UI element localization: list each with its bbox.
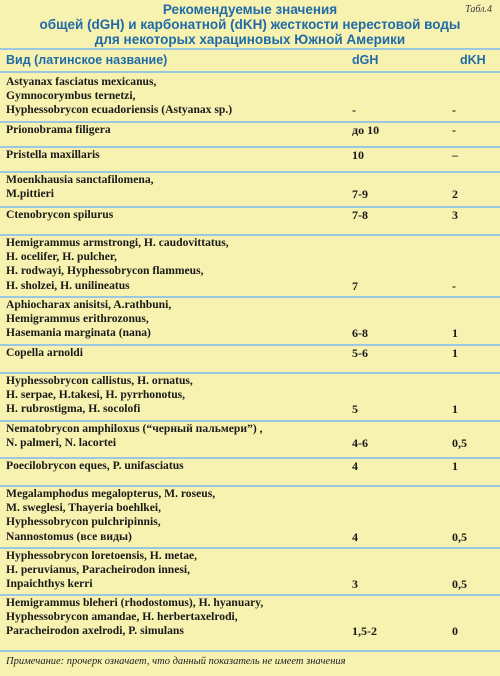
species-cell (6, 487, 336, 544)
dgh-cell: 10 (352, 148, 364, 162)
dgh-cell: 7-8 (352, 208, 368, 222)
species-line: Nematobrycon amphiloxus (“черный пальмери”) , (6, 422, 263, 435)
species-line: Paracheirodon axelrodi, P. simulans (6, 624, 184, 638)
species-cell (6, 422, 336, 450)
species-cell (6, 173, 336, 201)
dkh-cell: 1 (452, 326, 458, 341)
species-line: H. ocelifer, H. pulcher, (6, 250, 117, 264)
table-number-label: Табл.4 (465, 4, 492, 15)
species-line: Prionobrama filigera (6, 123, 111, 136)
species-line: Hasemania marginata (nana) (6, 326, 151, 340)
dkh-cell: 1 (452, 459, 458, 473)
table-footnote: Примечание: прочерк означает, что данный показатель не имеет значения (6, 656, 346, 667)
row-divider (0, 71, 500, 73)
species-cell (6, 596, 336, 639)
dkh-cell: – (452, 148, 458, 162)
species-line: Hyphessobrycon loretoensis, H. metae, (6, 549, 198, 562)
title-line: Рекомендуемые значения (162, 2, 338, 17)
species-cell (6, 459, 336, 473)
species-line: Hemigrammus bleheri (rhodostomus), H. hyanuary, (6, 596, 264, 609)
column-header-species: Вид (латинское название) (6, 53, 168, 67)
species-line: Astyanax fasciatus mexicanus, (6, 75, 157, 88)
species-line: H. rubrostigma, H. socolofi (6, 402, 141, 416)
dkh-cell: - (452, 123, 456, 137)
dgh-cell: 4-6 (352, 436, 368, 451)
dgh-cell: 4 (352, 459, 358, 473)
dgh-cell: 5 (352, 402, 358, 417)
species-line: Hyphessobrycon ecuadoriensis (Astyanax sp.) (6, 103, 233, 117)
species-cell (6, 236, 336, 293)
species-line: Ctenobrycon spilurus (6, 208, 114, 221)
dgh-cell: 6-8 (352, 326, 368, 341)
title-line: общей (dGH) и карбонатной (dKH) жесткости нерестовой воды (39, 17, 461, 32)
table-title (0, 2, 500, 47)
dgh-cell: 7-9 (352, 187, 368, 202)
species-line: Megalamphodus megalopterus, M. roseus, (6, 487, 216, 500)
dgh-cell: 3 (352, 577, 358, 592)
dgh-cell: 4 (352, 529, 358, 544)
species-cell (6, 208, 336, 222)
column-header-dgh: dGH (352, 53, 379, 67)
species-cell (6, 298, 336, 341)
dkh-cell: - (452, 103, 456, 118)
dgh-cell: 7 (352, 278, 358, 293)
dkh-cell: 1 (452, 346, 458, 360)
dkh-cell: - (452, 278, 456, 293)
species-line: M.pittieri (6, 187, 54, 201)
title-line: для некоторых харациновых Южной Америки (94, 32, 406, 47)
species-cell (6, 148, 336, 162)
species-line: H. rodwayi, Hyphessobrycon flammeus, (6, 264, 204, 278)
species-line: N. palmeri, N. lacortei (6, 436, 117, 450)
dkh-cell: 1 (452, 402, 458, 417)
species-line: H. peruvianus, Paracheirodon innesi, (6, 563, 191, 577)
species-line: Aphiocharax anisitsi, A.rathbuni, (6, 298, 172, 311)
species-line: Hemigrammus armstrongi, H. caudovittatus, (6, 236, 229, 249)
species-cell (6, 549, 336, 592)
dkh-cell: 2 (452, 187, 458, 202)
dkh-cell: 0,5 (452, 529, 467, 544)
species-line: Hyphessobrycon pulchripinnis, (6, 515, 161, 529)
dkh-cell: 0,5 (452, 436, 467, 451)
species-line: Gymnocorymbus ternetzi, (6, 89, 136, 103)
species-line: Poecilobrycon eques, P. unifasciatus (6, 459, 184, 472)
species-line: H. serpae, H.takesi, H. pyrrhonotus, (6, 388, 186, 402)
species-line: H. sholzei, H. unilineatus (6, 278, 130, 292)
row-divider (0, 48, 500, 50)
species-cell (6, 374, 336, 417)
species-cell (6, 346, 336, 360)
species-line: Inpaichthys kerri (6, 577, 93, 591)
dkh-cell: 3 (452, 208, 458, 222)
dkh-cell: 0 (452, 624, 458, 639)
species-line: Hyphessobrycon callistus, H. ornatus, (6, 374, 193, 387)
dkh-cell: 0,5 (452, 577, 467, 592)
dgh-cell: до 10 (352, 123, 380, 137)
species-cell (6, 75, 336, 118)
species-cell (6, 123, 336, 137)
species-line: M. sweglesi, Thayeria boehlkei, (6, 501, 162, 515)
dgh-cell: 1,5-2 (352, 624, 377, 639)
dgh-cell: - (352, 103, 356, 118)
species-line: Copella arnoldi (6, 346, 83, 359)
species-line: Moenkhausia sanctafilomena, (6, 173, 154, 186)
species-line: Pristella maxillaris (6, 148, 100, 161)
species-line: Hemigrammus erithrozonus, (6, 312, 149, 326)
table-header (0, 49, 500, 71)
row-divider (0, 650, 500, 652)
species-line: Hyphessobrycon amandae, H. herbertaxelrodi, (6, 610, 238, 624)
column-header-dkh: dKH (460, 53, 486, 67)
dgh-cell: 5-6 (352, 346, 368, 360)
species-line: Nannostomus (все виды) (6, 529, 132, 543)
